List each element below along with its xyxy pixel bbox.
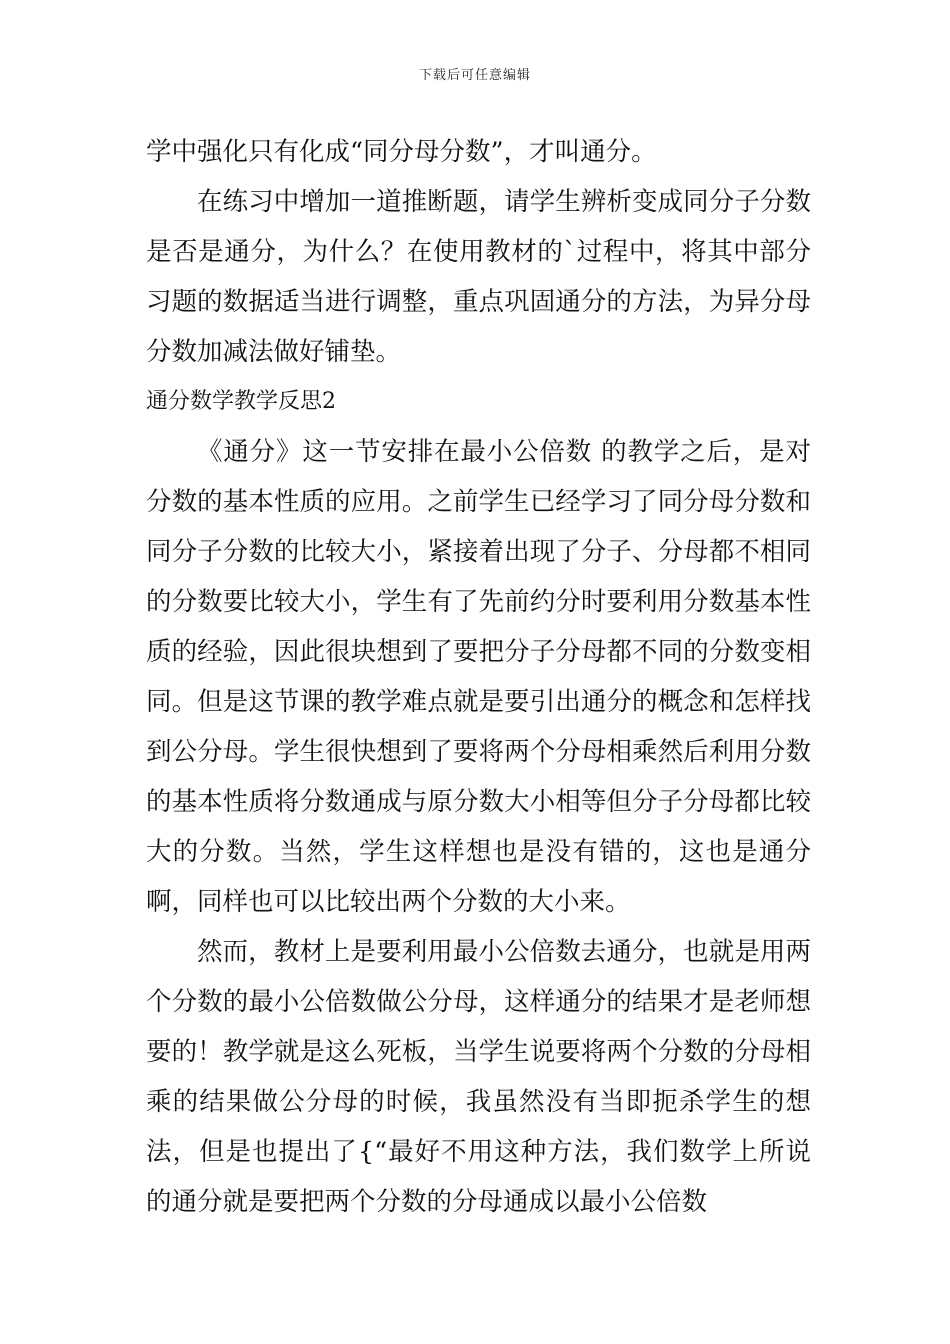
paragraph-practice: 在练习中增加一道推断题，请学生辨析变成同分子分数是否是通分，为什么？在使用教材的`过程中，将其中部分习题的数据适当进行调整，重点巩固通分的方法，为异分母分数加减法做好铺垫。 xyxy=(146,187,811,367)
section-heading: 通分数学教学反思2 xyxy=(146,389,336,414)
page-header-note: 下载后可任意编辑 xyxy=(418,68,531,83)
paragraph-continuation: 学中强化只有化成“同分母分数”，才叫通分。 xyxy=(146,137,657,167)
document-body xyxy=(146,127,811,1227)
paragraph-reflection-intro: 《通分》这一节安排在最小公倍数 的教学之后，是对分数的基本性质的应用。之前学生已经学习了同分母分数和同分子分数的比较大小，紧接着出现了分子、分母都不相同的分数要比较大小，学生有了先前约分时要利用分数基本性质的经验，因此很块想到了要把分子分母都不同的分数变相同。但是这节课的教学难点就是要引出通分的概念和怎样找到公分母。学生很快想到了要将两个分母相乘然后利用分数的基本性质将分数通成与原分数大小相等但分子分母都比较大的分数。当然，学生这样想也是没有错的，这也是通分啊，同样也可以比较出两个分数的大小来。 xyxy=(146,437,811,917)
paragraph-reflection-textbook: 然而，教材上是要利用最小公倍数去通分，也就是用两个分数的最小公倍数做公分母，这样通分的结果才是老师想要的！教学就是这么死板，当学生说要将两个分数的分母相乘的结果做公分母的时候，我虽然没有当即扼杀学生的想法，但是也提出了{“最好不用这种方法，我们数学上所说的通分就是要把两个分数的分母通成以最小公倍数 xyxy=(146,937,811,1217)
